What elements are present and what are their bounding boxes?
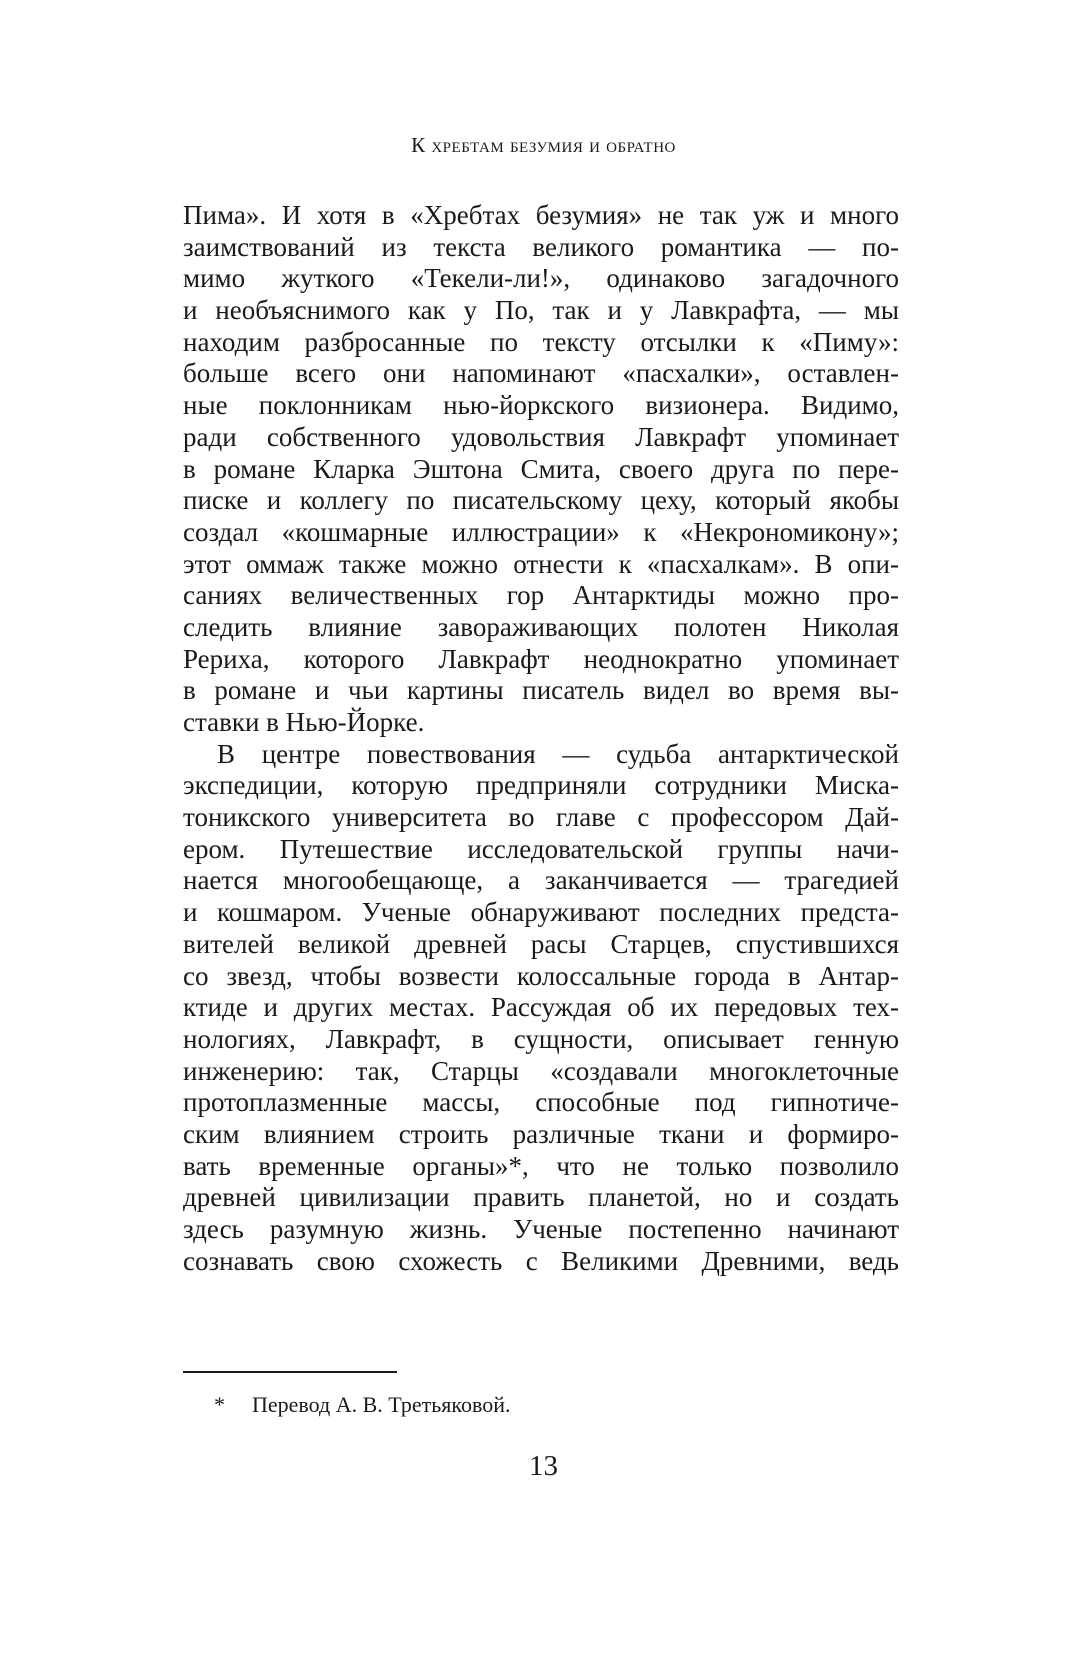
text-line: в романе и чьи картины писатель видел во время вы- — [183, 675, 899, 706]
text-line: здесь разумную жизнь. Ученые постепенно начинают — [183, 1214, 899, 1244]
text-line: ктиде и других местах. Рассуждая об их передовых тех- — [183, 992, 899, 1023]
text-line: сознавать свою схожесть с Великими Древними, ведь — [183, 1245, 899, 1276]
text-line: саниях величественных гор Антарктиды можно про- — [183, 580, 899, 611]
text-line: протоплазменные массы, способные под гипнотиче- — [183, 1087, 899, 1118]
text-line: и необъяснимого как у По, так и у Лавкрафта, — мы — [183, 295, 899, 326]
text-line: ским влиянием строить различные ткани и формиро- — [183, 1118, 899, 1149]
text-line: Пима». И хотя в «Хребтах безумия» не так уж и много — [183, 200, 899, 230]
text-line: древней цивилизации править планетой, но и создать — [183, 1182, 899, 1213]
text-line: ные поклонникам нью-йоркского визионера. Видимо, — [183, 390, 899, 421]
text-line: следить влияние завораживающих полотен Николая — [183, 611, 899, 642]
text-line: в романе Кларка Эштона Смита, своего друга по пере- — [183, 453, 899, 484]
footnote-mark: * — [214, 1392, 225, 1417]
text-line: со звезд, чтобы возвести колоссальные города в Антар- — [183, 960, 899, 991]
text-line: вителей великой древней расы Старцев, спустившихся — [183, 928, 899, 959]
text-line: заимствований из текста великого романтика — по- — [183, 231, 899, 262]
text-line: вать временные органы»*, что не только позволило — [183, 1150, 899, 1181]
text-line: больше всего они напоминают «пасхалки», оставлен- — [183, 358, 899, 389]
text-line: нологиях, Лавкрафт, в сущности, описывает генную — [183, 1023, 899, 1054]
body-text — [183, 200, 899, 1277]
text-line: инженерию: так, Старцы «создавали многоклеточные — [183, 1055, 899, 1086]
text-line: ером. Путешествие исследовательской группы начи- — [183, 833, 899, 864]
text-line: ставки в Нью-Йорке. — [183, 707, 425, 737]
text-line: ради собственного удовольствия Лавкрафт упоминает — [183, 421, 899, 452]
running-head: К хребтам безумия и обратно — [411, 133, 676, 157]
text-line: находим разбросанные по тексту отсылки к «Пиму»: — [183, 326, 899, 357]
text-line: писке и коллегу по писательскому цеху, который якобы — [183, 485, 899, 516]
footnote-text: Перевод А. В. Третьяковой. — [252, 1392, 511, 1417]
footnote — [214, 1390, 511, 1420]
page-number: 13 — [529, 1450, 558, 1482]
paragraph-2 — [183, 739, 899, 1278]
paragraph-1 — [183, 200, 899, 739]
text-line: создал «кошмарные иллюстрации» к «Некрономикону»; — [183, 516, 899, 547]
text-line: Рериха, которого Лавкрафт неоднократно упоминает — [183, 643, 899, 674]
text-line: тоникского университета во главе с профессором Дай- — [183, 802, 899, 833]
text-line: нается многообещающе, а заканчивается — трагедией — [183, 865, 899, 896]
text-line: и кошмаром. Ученые обнаруживают последних предста- — [183, 897, 899, 928]
text-line: экспедиции, которую предприняли сотрудники Миска- — [183, 770, 899, 801]
text-line: мимо жуткого «Текели-ли!», одинаково загадочного — [183, 263, 899, 294]
footnote-divider — [183, 1371, 397, 1373]
text-line: этот оммаж также можно отнести к «пасхалкам». В опи- — [183, 548, 899, 579]
text-line: В центре повествования — судьба антарктической — [217, 738, 899, 769]
